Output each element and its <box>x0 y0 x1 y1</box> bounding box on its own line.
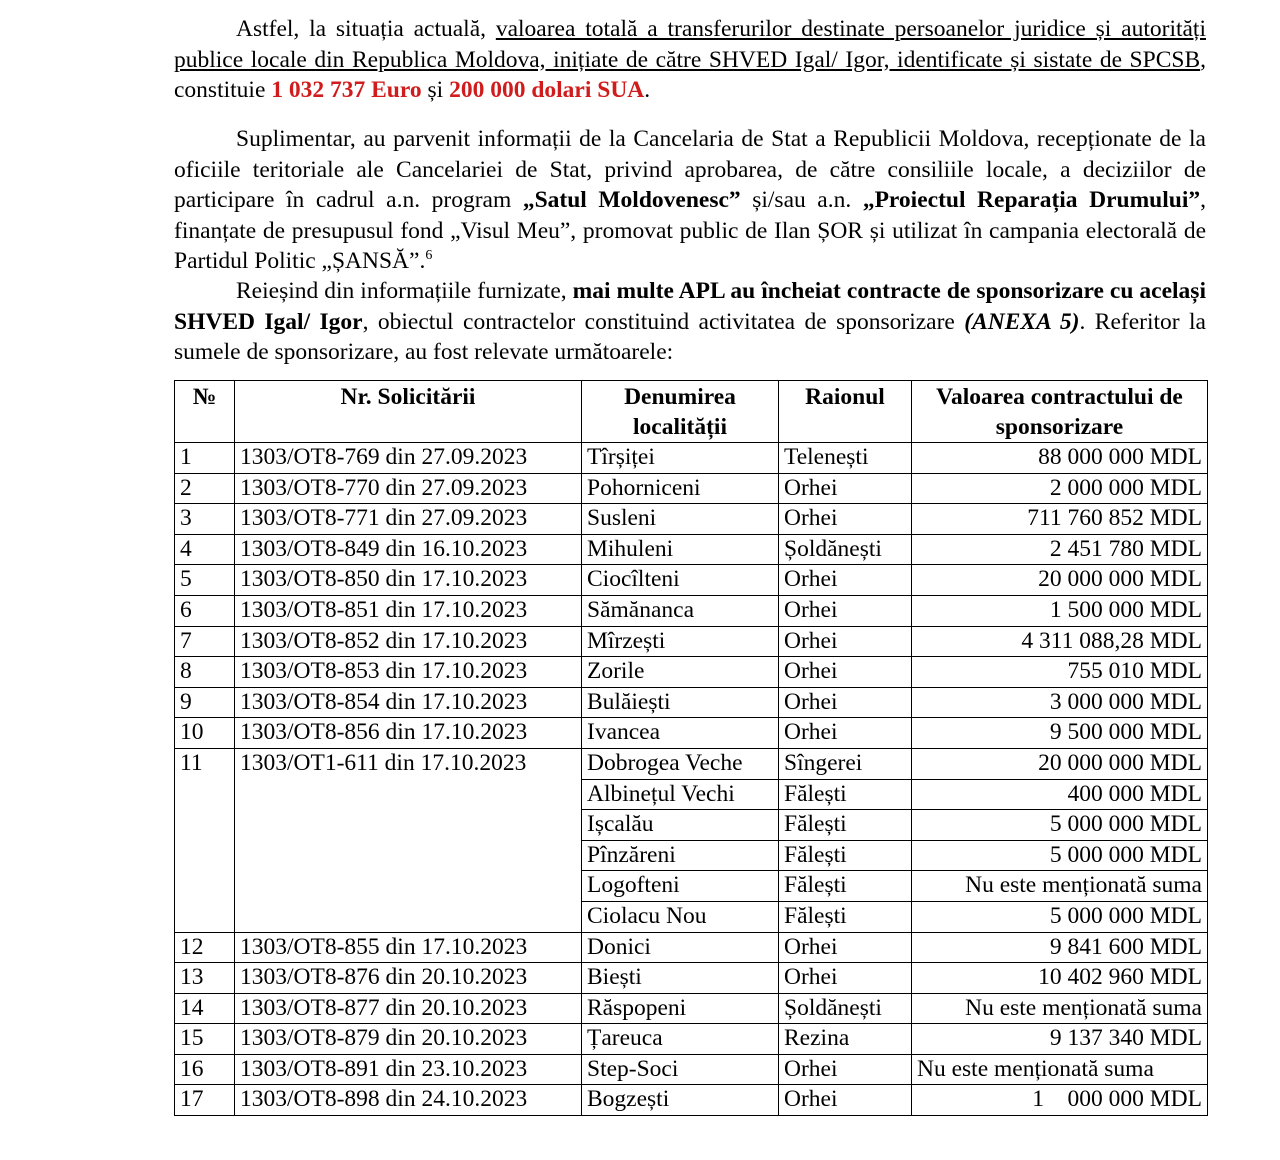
cell-district: Orhei <box>779 718 912 749</box>
cell-value: 5 000 000 MDL <box>912 840 1208 871</box>
table-row <box>175 504 1208 535</box>
cell-locality: Ciocîlteni <box>582 565 779 596</box>
table-row <box>175 443 1208 474</box>
cell-value: Nu este menționată suma <box>912 993 1208 1024</box>
cell-request: 1303/OT8-856 din 17.10.2023 <box>235 718 582 749</box>
amount-eur: 1 032 737 Euro <box>271 77 422 104</box>
table-row <box>175 748 1208 779</box>
sponsorship-table <box>174 380 1208 1116</box>
cell-district: Rezina <box>779 1024 912 1055</box>
cell-locality: Bogzești <box>582 1085 779 1116</box>
cell-value: 755 010 MDL <box>912 657 1208 688</box>
cell-locality: Pînzăreni <box>582 840 779 871</box>
text: Suplimentar, au parvenit informații de la Cancelaria de Stat a Republicii Moldova, recepționate de la oficiile teritoriale ale Cancelariei de Stat, privind aprobarea, de către consiliile locale, a deciziilor de participare în cadrul a.n. program <box>174 126 1206 214</box>
cell-nr: 5 <box>175 565 235 596</box>
table-row <box>175 932 1208 963</box>
cell-request: 1303/OT8-879 din 20.10.2023 <box>235 1024 582 1055</box>
cell-nr: 1 <box>175 443 235 474</box>
cell-locality: Dobrogea Veche <box>582 748 779 779</box>
cell-value: 20 000 000 MDL <box>912 565 1208 596</box>
cell-request: 1303/OT8-876 din 20.10.2023 <box>235 963 582 994</box>
header-contract-value: Valoarea contractului de sponsorizare <box>912 381 1208 443</box>
cell-request: 1303/OT8-849 din 16.10.2023 <box>235 534 582 565</box>
cell-value: 711 760 852 MDL <box>912 504 1208 535</box>
cell-locality: Țareuca <box>582 1024 779 1055</box>
cell-value: 10 402 960 MDL <box>912 963 1208 994</box>
cell-district: Sîngerei <box>779 748 912 779</box>
header-nr: № <box>175 381 235 443</box>
text: Astfel, la situația actuală, <box>236 16 496 42</box>
cell-district: Șoldănești <box>779 534 912 565</box>
table-row <box>175 687 1208 718</box>
cell-value: 5 000 000 MDL <box>912 810 1208 841</box>
cell-value: 3 000 000 MDL <box>912 687 1208 718</box>
cell-value: 2 000 000 MDL <box>912 473 1208 504</box>
paragraph-sponsorship <box>174 276 1206 368</box>
cell-request: 1303/OT8-852 din 17.10.2023 <box>235 626 582 657</box>
cell-district: Fălești <box>779 810 912 841</box>
cell-nr: 9 <box>175 687 235 718</box>
text: , obiectul contractelor constituind activitatea de sponsorizare <box>362 308 965 335</box>
cell-district: Telenești <box>779 443 912 474</box>
header-district: Raionul <box>779 381 912 443</box>
text: . <box>644 77 651 104</box>
paragraph-transfers-total <box>174 14 1206 106</box>
cell-district: Șoldănești <box>779 993 912 1024</box>
table-row <box>175 1024 1208 1055</box>
table-row <box>175 1054 1208 1085</box>
cell-request: 1303/OT8-853 din 17.10.2023 <box>235 657 582 688</box>
cell-district: Fălești <box>779 840 912 871</box>
cell-district: Orhei <box>779 595 912 626</box>
paragraph-state-chancellery <box>174 124 1206 277</box>
cell-request: 1303/OT8-898 din 24.10.2023 <box>235 1085 582 1116</box>
table-row <box>175 993 1208 1024</box>
cell-nr: 10 <box>175 718 235 749</box>
cell-nr: 14 <box>175 993 235 1024</box>
cell-value: 1 500 000 MDL <box>912 595 1208 626</box>
cell-locality: Mîrzești <box>582 626 779 657</box>
text: . Referitor la sumele de sponsorizare, au fost relevate următoarele: <box>174 308 1206 366</box>
cell-request: 1303/OT8-851 din 17.10.2023 <box>235 595 582 626</box>
text: , constituie <box>174 46 1206 104</box>
table-row <box>175 565 1208 596</box>
cell-district: Orhei <box>779 657 912 688</box>
table-row <box>175 473 1208 504</box>
cell-value: 4 311 088,28 MDL <box>912 626 1208 657</box>
cell-value: 88 000 000 MDL <box>912 443 1208 474</box>
cell-locality: Biești <box>582 963 779 994</box>
header-locality: Denumirea localității <box>582 381 779 443</box>
table-row <box>175 534 1208 565</box>
cell-nr: 15 <box>175 1024 235 1055</box>
cell-value: 9 500 000 MDL <box>912 718 1208 749</box>
cell-nr: 6 <box>175 595 235 626</box>
cell-nr: 8 <box>175 657 235 688</box>
cell-locality: Răspopeni <box>582 993 779 1024</box>
table-row <box>175 657 1208 688</box>
cell-locality: Ciolacu Nou <box>582 901 779 932</box>
cell-locality: Ivancea <box>582 718 779 749</box>
table-row <box>175 718 1208 749</box>
cell-district: Orhei <box>779 1054 912 1085</box>
cell-district: Orhei <box>779 1085 912 1116</box>
table-row <box>175 626 1208 657</box>
cell-locality: Albinețul Vechi <box>582 779 779 810</box>
cell-request: 1303/OT8-770 din 27.09.2023 <box>235 473 582 504</box>
table-row <box>175 595 1208 626</box>
cell-nr: 17 <box>175 1085 235 1116</box>
cell-value: 20 000 000 MDL <box>912 748 1208 779</box>
cell-nr: 7 <box>175 626 235 657</box>
cell-nr: 3 <box>175 504 235 535</box>
cell-locality: Pohorniceni <box>582 473 779 504</box>
cell-locality: Sămănanca <box>582 595 779 626</box>
table-row <box>175 963 1208 994</box>
text: și/sau a.n. <box>740 187 863 214</box>
text: Reieșind din informațiile furnizate, <box>236 278 573 304</box>
cell-request: 1303/OT8-769 din 27.09.2023 <box>235 443 582 474</box>
cell-nr: 2 <box>175 473 235 504</box>
cell-locality: Zorile <box>582 657 779 688</box>
cell-district: Orhei <box>779 932 912 963</box>
cell-value: 5 000 000 MDL <box>912 901 1208 932</box>
cell-request: 1303/OT8-855 din 17.10.2023 <box>235 932 582 963</box>
text: , finanțate de presupusul fond „Visul Meu”, promovat public de Ilan ȘOR și utilizat în campania electorală de Partidul Politic „ȘANSĂ”. <box>174 187 1206 275</box>
underlined-text: valoarea totală a transferurilor destinate persoanelor juridice și autorități publice locale din Republica Moldova, inițiate de către SHVED Igal/ Igor, identificate și sistate de SPCSB <box>174 16 1206 73</box>
cell-district: Orhei <box>779 687 912 718</box>
footnote-ref: 6 <box>425 248 433 264</box>
cell-nr: 4 <box>175 534 235 565</box>
cell-nr: 16 <box>175 1054 235 1085</box>
cell-value: 2 451 780 MDL <box>912 534 1208 565</box>
cell-value: Nu este menționată suma <box>912 1054 1208 1085</box>
cell-nr: 13 <box>175 963 235 994</box>
cell-request: 1303/OT8-877 din 20.10.2023 <box>235 993 582 1024</box>
cell-district: Orhei <box>779 473 912 504</box>
cell-nr: 11 <box>175 748 235 932</box>
cell-district: Orhei <box>779 504 912 535</box>
cell-value: 1 000 000 MDL <box>912 1085 1208 1116</box>
bold-text: mai multe APL au încheiat contracte de sponsorizare cu același SHVED Igal/ Igor <box>174 278 1206 335</box>
cell-district: Orhei <box>779 963 912 994</box>
cell-locality: Bulăiești <box>582 687 779 718</box>
cell-locality: Mihuleni <box>582 534 779 565</box>
cell-value: Nu este menționată suma <box>912 871 1208 902</box>
cell-locality: Tîrșiței <box>582 443 779 474</box>
amount-usd: 200 000 dolari SUA <box>449 77 645 104</box>
annex-ref: (ANEXA 5) <box>964 308 1080 335</box>
cell-district: Fălești <box>779 901 912 932</box>
cell-district: Fălești <box>779 871 912 902</box>
table-header-row <box>175 381 1208 443</box>
cell-district: Orhei <box>779 565 912 596</box>
cell-request: 1303/OT8-891 din 23.10.2023 <box>235 1054 582 1085</box>
cell-value: 9 137 340 MDL <box>912 1024 1208 1055</box>
cell-nr: 12 <box>175 932 235 963</box>
table-row <box>175 1085 1208 1116</box>
cell-request: 1303/OT8-771 din 27.09.2023 <box>235 504 582 535</box>
header-request-number: Nr. Solicitării <box>235 381 582 443</box>
cell-locality: Step-Soci <box>582 1054 779 1085</box>
cell-district: Orhei <box>779 626 912 657</box>
cell-value: 9 841 600 MDL <box>912 932 1208 963</box>
cell-value: 400 000 MDL <box>912 779 1208 810</box>
cell-request: 1303/OT8-850 din 17.10.2023 <box>235 565 582 596</box>
text: și <box>421 77 450 104</box>
cell-request: 1303/OT8-854 din 17.10.2023 <box>235 687 582 718</box>
cell-request: 1303/OT1-611 din 17.10.2023 <box>235 748 582 932</box>
program-name: „Satul Moldovenesc” <box>522 187 741 214</box>
program-name: „Proiectul Reparația Drumului” <box>862 187 1201 214</box>
cell-locality: Ișcalău <box>582 810 779 841</box>
cell-locality: Logofteni <box>582 871 779 902</box>
cell-district: Fălești <box>779 779 912 810</box>
cell-locality: Donici <box>582 932 779 963</box>
cell-locality: Susleni <box>582 504 779 535</box>
